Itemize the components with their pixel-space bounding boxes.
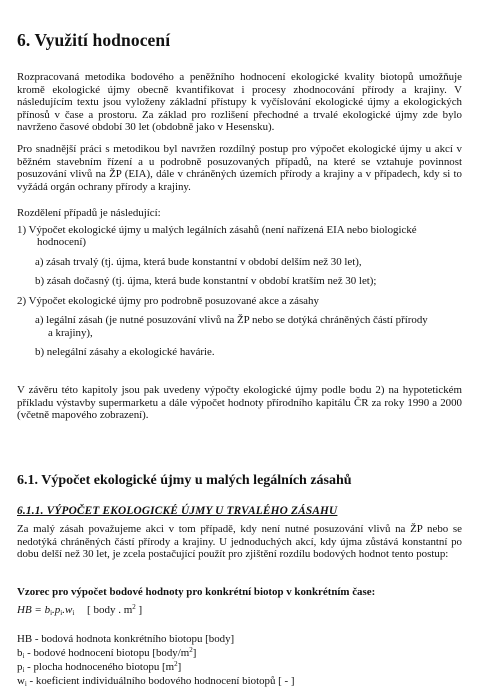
list-item-2a-continued: a krajiny),: [48, 327, 93, 339]
division-label: Rozdělení případů je následující:: [17, 207, 161, 219]
list-item-2a: a) legální zásah (je nutné posuzování vlivů na ŽP nebo se dotýká chráněných částí přírody: [35, 314, 428, 326]
formula-lhs: HB = b: [17, 604, 51, 616]
legend-bi: $b_i$ - bodové hodnocení biotopu $[body/m^2]$: [17, 646, 197, 660]
closing-paragraph: V závěru této kapitoly jsou pak uvedeny výpočty ekologické újmy podle bodu 2) na hypotetickém příkladu výstavby supermarketu a dále výpočet hodnoty přírodního kapitálu ČR za roky 1990 a 2000 (včetně mapového zobrazení).: [17, 384, 462, 422]
formula-title: Vzorec pro výpočet bodové hodnoty pro konkrétní biotop v konkrétním čase:: [17, 586, 376, 598]
intro-paragraph: Rozpracovaná metodika bodového a peněžního hodnocení ekologické kvality biotopů umožňuje kromě ekologické újmy obecně kvantifikovat i procesy zhodnocování přírody a krajiny. V následujícím textu jsou vyloženy základní přístupy k vyčíslování ekologické újmy a ekologických přínosů v čase a prostoru. Za základ pro rozlišení přechodné a trvalé ekologické újmy zde bylo navrženo časové období 30 let (obdobně jako v Hesensku).: [17, 71, 462, 134]
section-heading: 6. Využití hodnocení: [17, 30, 171, 50]
subsection-heading: 6.1. Výpočet ekologické újmy u malých legálních zásahů: [17, 473, 352, 488]
list-item-1-continued: hodnocení): [37, 236, 86, 248]
list-item-1a: a) zásah trvalý (tj. újma, která bude konstantní v období delším než 30 let),: [35, 256, 362, 268]
list-item-1: 1) Výpočet ekologické újmy u malých legálních zásahů (není nařízená EIA nebo biologické: [17, 224, 417, 236]
legend-pi: $p_i$ - plocha hodnoceného biotopu $[m^2]$: [17, 660, 182, 674]
formula-unit: [ body . $m^2$ ]: [87, 603, 143, 616]
list-item-2b: b) nelegální zásahy a ekologické havárie.: [35, 346, 215, 358]
list-item-2: 2) Výpočet ekologické újmy pro podrobně posuzované akce a zásahy: [17, 295, 319, 307]
small-intervention-paragraph: Za malý zásah považujeme akci v tom případě, kdy není nutné posuzování vlivů na ŽP nebo se nedotýká chráněných částí přírody a krajiny. U jednoduchých akcí, kdy újma zůstává konstantní po dobu delší než 30 let, je zcela postačující použít pro zjištění rozdílu bodových hodnot tento postup:: [17, 523, 462, 561]
procedure-paragraph: Pro snadnější práci s metodikou byl navržen rozdílný postup pro výpočet ekologické újmy u akcí v běžném stavebním řízení a u podrobně posuzovaných případů, na které se vztahuje povinnost posuzování vlivů na ŽP (EIA), dále v chráněných územích přírody a krajiny a v případech, kdy si to vyžádá orgán ochrany přírody a krajiny.: [17, 143, 462, 193]
formula: HB = $b_i.p_i.w_i$ [ body . $m^2$ ]: [17, 603, 143, 617]
subsubsection-heading: 6.1.1. VÝPOČET EKOLOGICKÉ ÚJMY U TRVALÉHO ZÁSAHU: [17, 505, 338, 517]
legend-wi: $w_i$ - koeficient individuálního bodového hodnocení biotopů [ - ]: [17, 675, 295, 688]
legend-hb: HB - bodová hodnota konkrétního biotopu [body]: [17, 633, 235, 645]
list-item-1b: b) zásah dočasný (tj. újma, která bude konstantní v období kratším než 30 let);: [35, 275, 377, 287]
